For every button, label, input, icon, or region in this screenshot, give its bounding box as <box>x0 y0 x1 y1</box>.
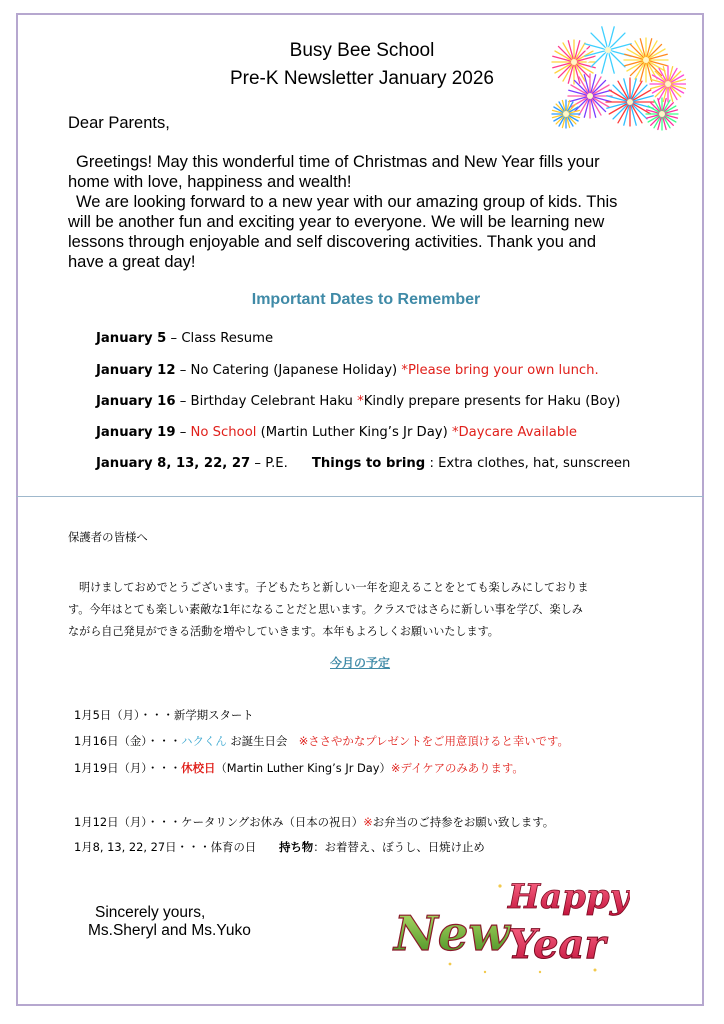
things-text: : Extra clothes, hat, sunscreen <box>425 456 631 471</box>
dash: – <box>175 425 191 440</box>
date-label: January 16 <box>96 394 176 409</box>
jp-date: 1月16日（金）・・・ <box>74 734 182 748</box>
jp-text: ケータリングお休み（日本の祝日） <box>181 815 364 829</box>
english-greeting: Dear Parents, <box>68 114 170 132</box>
date-row-1 <box>96 331 696 346</box>
date-row-5 <box>96 456 696 471</box>
date-text: Birthday Celebrant Haku <box>190 394 358 409</box>
jp-date: 1月8, 13, 22, 27日・・・ <box>74 840 211 854</box>
section-divider <box>16 496 704 497</box>
dates-title: Important Dates to Remember <box>251 291 481 308</box>
jp-text: 新学期スタート <box>173 708 254 722</box>
jp-note: ※デイケアのみあります。 <box>390 761 524 775</box>
date-row-3 <box>96 394 696 409</box>
date-label: January 12 <box>96 363 176 378</box>
closing-line-1: Sincerely yours, <box>95 904 206 921</box>
jp-item-4 <box>74 814 554 830</box>
japanese-greeting: 保護者の皆様へ <box>68 530 148 544</box>
jp-text-2: お弁当のご持参をお願い致します。 <box>372 815 555 829</box>
date-label: January 8, 13, 22, 27 <box>96 456 251 471</box>
things-label: Things to bring <box>311 456 426 471</box>
jp-text-2: ：お着替え、ぼうし、日焼け止め <box>313 840 485 854</box>
date-text: No Catering (Japanese Holiday) <box>190 363 402 378</box>
jp-date: 1月12日（月）・・・ <box>74 815 182 829</box>
japanese-schedule-title: 今月の予定 <box>330 656 391 670</box>
date-label: January 19 <box>96 425 176 440</box>
jp-things-label: 持ち物 <box>279 840 314 854</box>
jp-note-mark: ※ <box>363 815 373 829</box>
dash: – <box>175 394 191 409</box>
closing-signature: Ms.Sheryl and Ms.Yuko <box>88 922 251 939</box>
dash: – <box>175 363 191 378</box>
jp-text: （Martin Luther King’s Jr Day） <box>215 761 391 775</box>
date-note: *Daycare Available <box>451 425 578 440</box>
date-label: January 5 <box>96 331 167 346</box>
english-paragraph-1: Greetings! May this wonderful time of Christmas and New Year fills your home with love, happiness and wealth! <box>68 153 600 191</box>
japanese-paragraph-2: す。今年はとても楽しい素敵な1年になることだと思います。クラスではさらに新しい事を学び、楽しみ <box>68 603 583 616</box>
dash: – <box>166 331 182 346</box>
asterisk: * <box>357 394 364 409</box>
jp-item-2 <box>74 733 569 749</box>
japanese-paragraph-3: ながら自己発見ができる活動を増やしていきます。本年もよろしくお願いいたします。 <box>68 625 499 638</box>
jp-date: 1月5日（月）・・・ <box>74 708 174 722</box>
jp-text: お誕生日会 <box>226 734 299 748</box>
happy-new-year-logo <box>390 872 630 984</box>
date-note: *Please bring your own lunch. <box>401 363 599 378</box>
newsletter-title: Pre-K Newsletter January 2026 <box>229 68 494 89</box>
jp-text: 体育の日 <box>210 840 280 854</box>
jp-closed: 休校日 <box>181 761 216 775</box>
dash: – <box>250 456 266 471</box>
jp-name: ハクくん <box>181 734 227 748</box>
date-text: (Martin Luther King’s Jr Day) <box>256 425 452 440</box>
japanese-paragraph-1: 明けましておめでとうございます。子どもたちと新しい一年を迎えることをとても楽しみにしておりま <box>79 581 589 594</box>
jp-note: ※ささやかなプレゼントをご用意頂けると幸いです。 <box>298 734 569 748</box>
date-note: Kindly prepare presents for Haku (Boy) <box>363 394 621 409</box>
date-row-2 <box>96 363 696 378</box>
svg-text:New: New <box>394 906 510 962</box>
english-paragraph-2: We are looking forward to a new year with our amazing group of kids. This will be another fun and exciting year to everyone. We will be learning new lessons through enjoyable and self discovering activities. Thank you and have a great day! <box>68 193 618 271</box>
svg-text:Happy: Happy <box>508 877 630 917</box>
date-row-4 <box>96 425 696 440</box>
date-text: Class Resume <box>181 331 274 346</box>
no-school-label: No School <box>190 425 257 440</box>
svg-text:Year: Year <box>508 921 606 968</box>
jp-item-5 <box>74 839 485 855</box>
school-name: Busy Bee School <box>289 40 435 61</box>
jp-date: 1月19日（月）・・・ <box>74 761 182 775</box>
jp-item-3 <box>74 760 524 776</box>
jp-item-1 <box>74 707 254 723</box>
date-text: P.E. <box>265 456 288 471</box>
